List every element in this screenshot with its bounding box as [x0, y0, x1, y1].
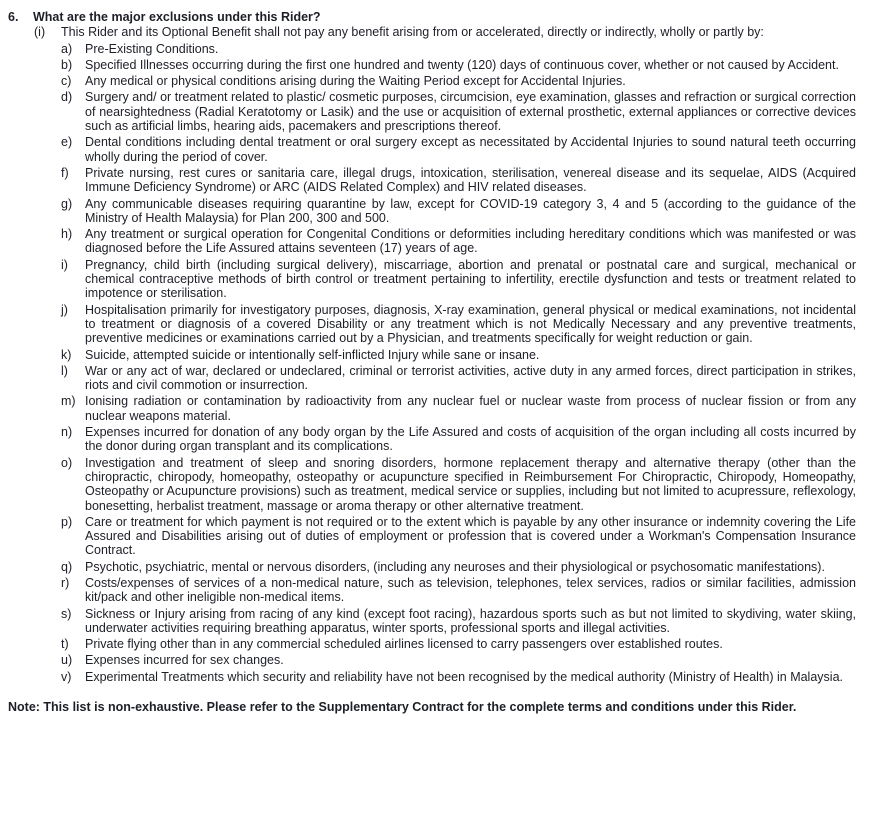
exclusion-marker: j)	[61, 302, 68, 317]
exclusion-text: Care or treatment for which payment is not required or to the extent which is payable by any other insurance or indemnity covering the Life Assured and Disabilities arising out of duties of employment or profession that is covered under a Workman's Compensation Insurance Contract.	[85, 514, 856, 558]
exclusion-marker: a)	[61, 41, 73, 56]
exclusion-item	[61, 653, 856, 667]
exclusion-marker: k)	[61, 347, 72, 362]
exclusion-marker: m)	[61, 394, 76, 409]
exclusion-marker: p)	[61, 514, 73, 529]
exclusion-marker: h)	[61, 227, 73, 242]
exclusion-text: Pregnancy, child birth (including surgical delivery), miscarriage, abortion and prenatal or postnatal care and surgical, mechanical or chemical contraceptive methods of birth control or treatment pertaining to infertility, erectile dysfunction and tests or treatment related to impotence or sterilisation.	[85, 257, 856, 301]
exclusion-marker: d)	[61, 90, 73, 105]
exclusion-marker: l)	[61, 363, 68, 378]
intro-clause	[34, 25, 856, 39]
exclusion-text: Surgery and/ or treatment related to plastic/ cosmetic purposes, circumcision, eye examination, glasses and refraction or surgical correction of nearsightedness (Radial Keratotomy or Lasik) and the use or acquisition of external prosthetic, external appliances or corrective devices such as artificial limbs, hearing aids, pacemakers and prescriptions thereof.	[85, 90, 856, 134]
exclusion-item	[61, 166, 856, 195]
exclusion-item	[61, 135, 856, 164]
exclusion-item	[61, 90, 856, 133]
exclusion-text: Hospitalisation primarily for investigatory purposes, diagnosis, X-ray examination, general physical or medical examinations, not incidental to treatment or diagnosis of a covered Disability or any treatment which is not Medically Necessary and any preventive treatments, preventive medicines or examinations carried out by a Physician, and treatments specifically for weight reduction or gain.	[85, 302, 856, 346]
exclusion-marker: o)	[61, 455, 73, 470]
exclusion-text: Expenses incurred for donation of any body organ by the Life Assured and costs of acquisition of the organ including all costs incurred by the donor during organ transplant and its complications.	[85, 425, 856, 454]
note-text: Note: This list is non-exhaustive. Please refer to the Supplementary Contract for the complete terms and conditions under this Rider.	[8, 700, 797, 715]
exclusion-item	[61, 394, 856, 423]
question-heading	[8, 10, 856, 24]
exclusion-marker: b)	[61, 57, 73, 72]
exclusion-text: Sickness or Injury arising from racing of any kind (except foot racing), hazardous sports such as but not limited to skydiving, water skiing, underwater activities requiring breathing apparatus, winter sports, professional sports and illegal activities.	[85, 606, 856, 635]
exclusion-item	[61, 576, 856, 605]
exclusion-text: Ionising radiation or contamination by radioactivity from any nuclear fuel or nuclear waste from process of nuclear fission or from any nuclear weapons material.	[85, 394, 856, 423]
exclusion-marker: v)	[61, 669, 72, 684]
intro-text: This Rider and its Optional Benefit shall not pay any benefit arising from or accelerated, directly or indirectly, wholly or partly by:	[61, 25, 764, 40]
exclusion-item	[61, 58, 856, 72]
exclusion-item	[61, 364, 856, 393]
question-title: What are the major exclusions under this Rider?	[33, 10, 321, 24]
exclusion-item	[61, 670, 856, 684]
question-number: 6.	[8, 10, 19, 24]
exclusion-item	[61, 515, 856, 558]
exclusion-marker: i)	[61, 257, 68, 272]
exclusion-item	[61, 560, 856, 574]
exclusion-text: Pre-Existing Conditions.	[85, 41, 219, 56]
exclusion-text: Costs/expenses of services of a non-medical nature, such as television, telephones, telex services, radios or similar facilities, admission kit/pack and other ineligible non-medical items.	[85, 575, 856, 605]
exclusion-item	[61, 258, 856, 301]
intro-marker: (i)	[34, 25, 46, 40]
exclusion-marker: r)	[61, 575, 70, 590]
exclusion-item	[61, 425, 856, 454]
question-body	[34, 25, 856, 684]
exclusion-text: Any communicable diseases requiring quarantine by law, except for COVID-19 category 3, 4 and 5 (according to the guidance of the Ministry of Health Malaysia) for Plan 200, 300 and 500.	[85, 196, 856, 225]
exclusion-text: Any medical or physical conditions arising during the Waiting Period except for Accidental Injuries.	[85, 74, 626, 89]
exclusion-text: Expenses incurred for sex changes.	[85, 653, 284, 668]
exclusion-item	[61, 197, 856, 226]
exclusion-text: Dental conditions including dental treatment or oral surgery except as necessitated by Accidental Injuries to sound natural teeth occurring wholly during the period of cover.	[85, 135, 856, 164]
exclusion-text: Private flying other than in any commercial scheduled airlines licensed to carry passengers over established routes.	[85, 637, 723, 652]
exclusion-item	[61, 607, 856, 636]
exclusion-text: Psychotic, psychiatric, mental or nervous disorders, (including any neuroses and their physiological or psychosomatic manifestations).	[85, 559, 825, 574]
exclusion-text: Experimental Treatments which security and reliability have not been recognised by the medical authority (Ministry of Health) in Malaysia.	[85, 669, 843, 684]
exclusion-marker: e)	[61, 135, 73, 150]
exclusion-text: Any treatment or surgical operation for Congenital Conditions or deformities including hereditary conditions which was manifested or was diagnosed before the Life Assured attains seventeen (17) years of age.	[85, 227, 856, 256]
exclusion-marker: g)	[61, 196, 73, 211]
exclusion-text: Investigation and treatment of sleep and snoring disorders, hormone replacement therapy and alternative therapy (other than the chiropractic, chiropody, homeopathy, osteopathy or acupuncture specified in Reimbursement For Chiropractic, Chiropody, Homeopathy, Osteopathy or Acupuncture provisions) such as treatment, medical service or supplies, including but not limited to acupressure, reflexology, bonesetting, herbalist treatment, massage or aroma therapy or other alternative treatment.	[85, 455, 856, 513]
exclusion-item	[61, 348, 856, 362]
exclusion-item	[61, 227, 856, 256]
exclusion-marker: n)	[61, 425, 73, 440]
exclusion-item	[61, 42, 856, 56]
exclusion-list	[61, 42, 856, 684]
exclusion-item	[61, 74, 856, 88]
exclusion-text: Private nursing, rest cures or sanitaria care, illegal drugs, intoxication, sterilisation, venereal disease and its sequelae, AIDS (Acquired Immune Deficiency Syndrome) or ARC (AIDS Related Complex) and HIV related diseases.	[85, 165, 856, 195]
exclusion-marker: q)	[61, 559, 73, 574]
exclusion-marker: s)	[61, 606, 72, 621]
exclusion-marker: f)	[61, 165, 69, 180]
exclusion-text: Suicide, attempted suicide or intentionally self-inflicted Injury while sane or insane.	[85, 347, 540, 362]
exclusion-marker: t)	[61, 637, 69, 652]
exclusion-text: War or any act of war, declared or undeclared, criminal or terrorist activities, active duty in any armed forces, direct participation in strikes, riots and civil commotion or insurrection.	[85, 363, 856, 393]
exclusion-item	[61, 303, 856, 346]
exclusion-marker: c)	[61, 74, 72, 89]
exclusion-marker: u)	[61, 653, 73, 668]
exclusion-item	[61, 456, 856, 513]
exclusion-text: Specified Illnesses occurring during the first one hundred and twenty (120) days of continuous cover, whether or not caused by Accident.	[85, 57, 839, 72]
exclusion-item	[61, 637, 856, 651]
